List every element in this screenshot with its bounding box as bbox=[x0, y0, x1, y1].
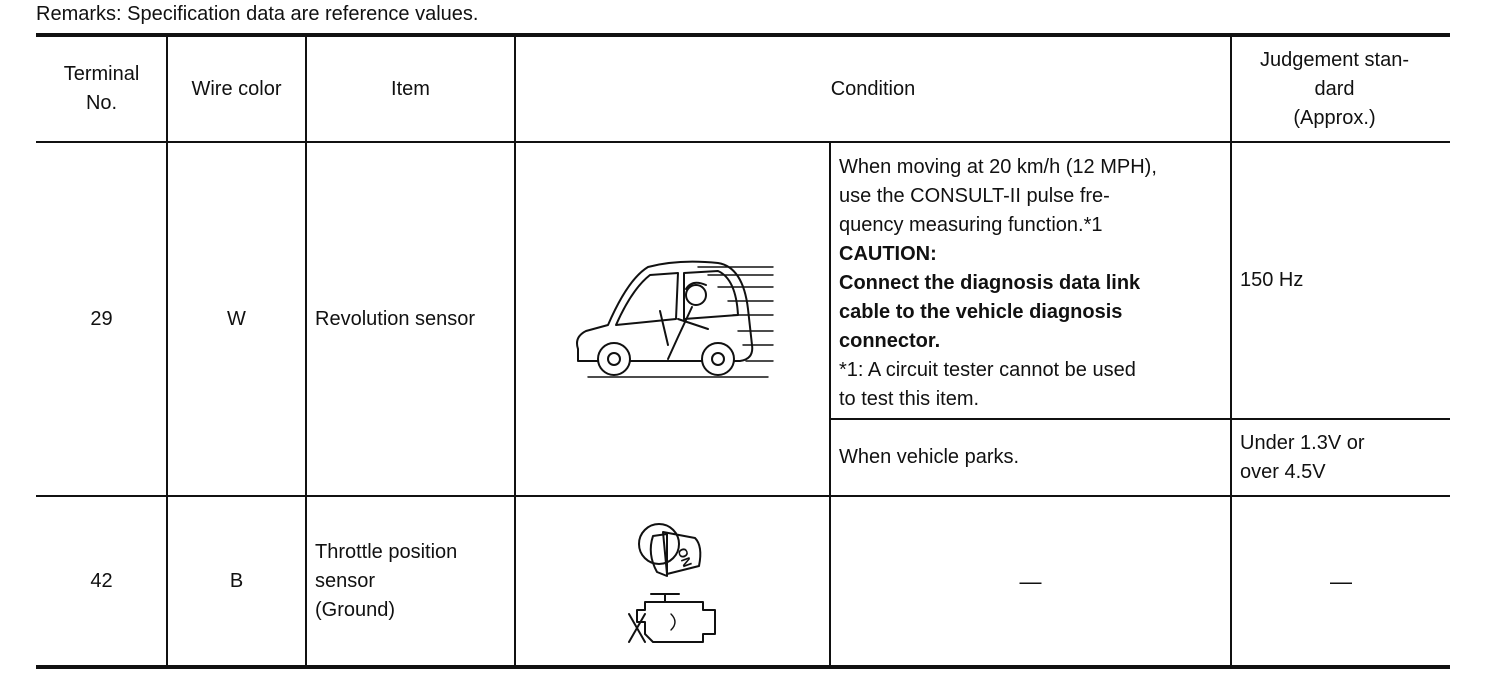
condition-line-3: quency measuring function.*1 bbox=[839, 214, 1103, 236]
header-judgement-line2: dard bbox=[1314, 77, 1355, 100]
caution-line-2: cable to the vehicle diagnosis bbox=[839, 301, 1123, 323]
row42-judgement: — bbox=[1330, 568, 1352, 594]
condition-line-1: When moving at 20 km/h (12 MPH), bbox=[839, 156, 1157, 178]
header-terminal-no bbox=[36, 37, 167, 141]
remarks-note: Remarks: Specification data are reference values. bbox=[36, 3, 479, 25]
row42-wire-color: B bbox=[229, 569, 244, 592]
header-judgement-standard bbox=[1232, 37, 1437, 141]
judgement-parked-line2: over 4.5V bbox=[1240, 460, 1326, 483]
header-terminal-line2: No. bbox=[85, 92, 118, 114]
row42-condition: — bbox=[1019, 568, 1042, 594]
engine-stopped-icon bbox=[623, 584, 723, 648]
row42-item bbox=[307, 497, 514, 665]
row42-terminal: 42 bbox=[90, 569, 113, 592]
row42-item-line3: (Ground) bbox=[315, 598, 396, 621]
header-wire-color: Wire color bbox=[191, 77, 282, 100]
table-bottom-rule bbox=[36, 665, 1450, 669]
row42-item-line2: sensor bbox=[315, 569, 376, 592]
row29-judgement-moving: 150 Hz bbox=[1240, 269, 1304, 291]
header-condition: Condition bbox=[830, 77, 916, 100]
caution-line-3: connector. bbox=[839, 330, 941, 352]
row42-icon-cell bbox=[516, 497, 829, 665]
row29-terminal: 29 bbox=[90, 307, 113, 330]
row29-item: Revolution sensor bbox=[315, 307, 476, 330]
ignition-key-on-icon bbox=[633, 514, 713, 584]
judgement-parked-line1: Under 1.3V or bbox=[1240, 431, 1365, 454]
row29-condition-parked: When vehicle parks. bbox=[839, 446, 1020, 468]
moving-car-driver-icon bbox=[568, 249, 778, 389]
header-item: Item bbox=[391, 77, 430, 100]
header-terminal-line1: Terminal bbox=[63, 63, 140, 85]
row29-condition-moving bbox=[831, 143, 1230, 418]
caution-line-1: Connect the diagnosis data link bbox=[839, 272, 1141, 294]
condition-line-2: use the CONSULT-II pulse fre- bbox=[839, 185, 1110, 207]
caution-heading: CAUTION: bbox=[839, 243, 937, 265]
row29-icon-cell bbox=[516, 143, 829, 495]
row29-judgement-parked bbox=[1232, 420, 1450, 495]
ignition-on-label: ON bbox=[673, 545, 695, 570]
header-judgement-line3: (Approx.) bbox=[1293, 106, 1376, 129]
footnote-line-1: *1: A circuit tester cannot be used bbox=[839, 359, 1136, 381]
footnote-line-2: to test this item. bbox=[839, 388, 980, 410]
row42-item-line1: Throttle position bbox=[315, 540, 458, 563]
header-judgement-line1: Judgement stan- bbox=[1260, 48, 1409, 71]
row29-wire-color: W bbox=[227, 307, 246, 330]
